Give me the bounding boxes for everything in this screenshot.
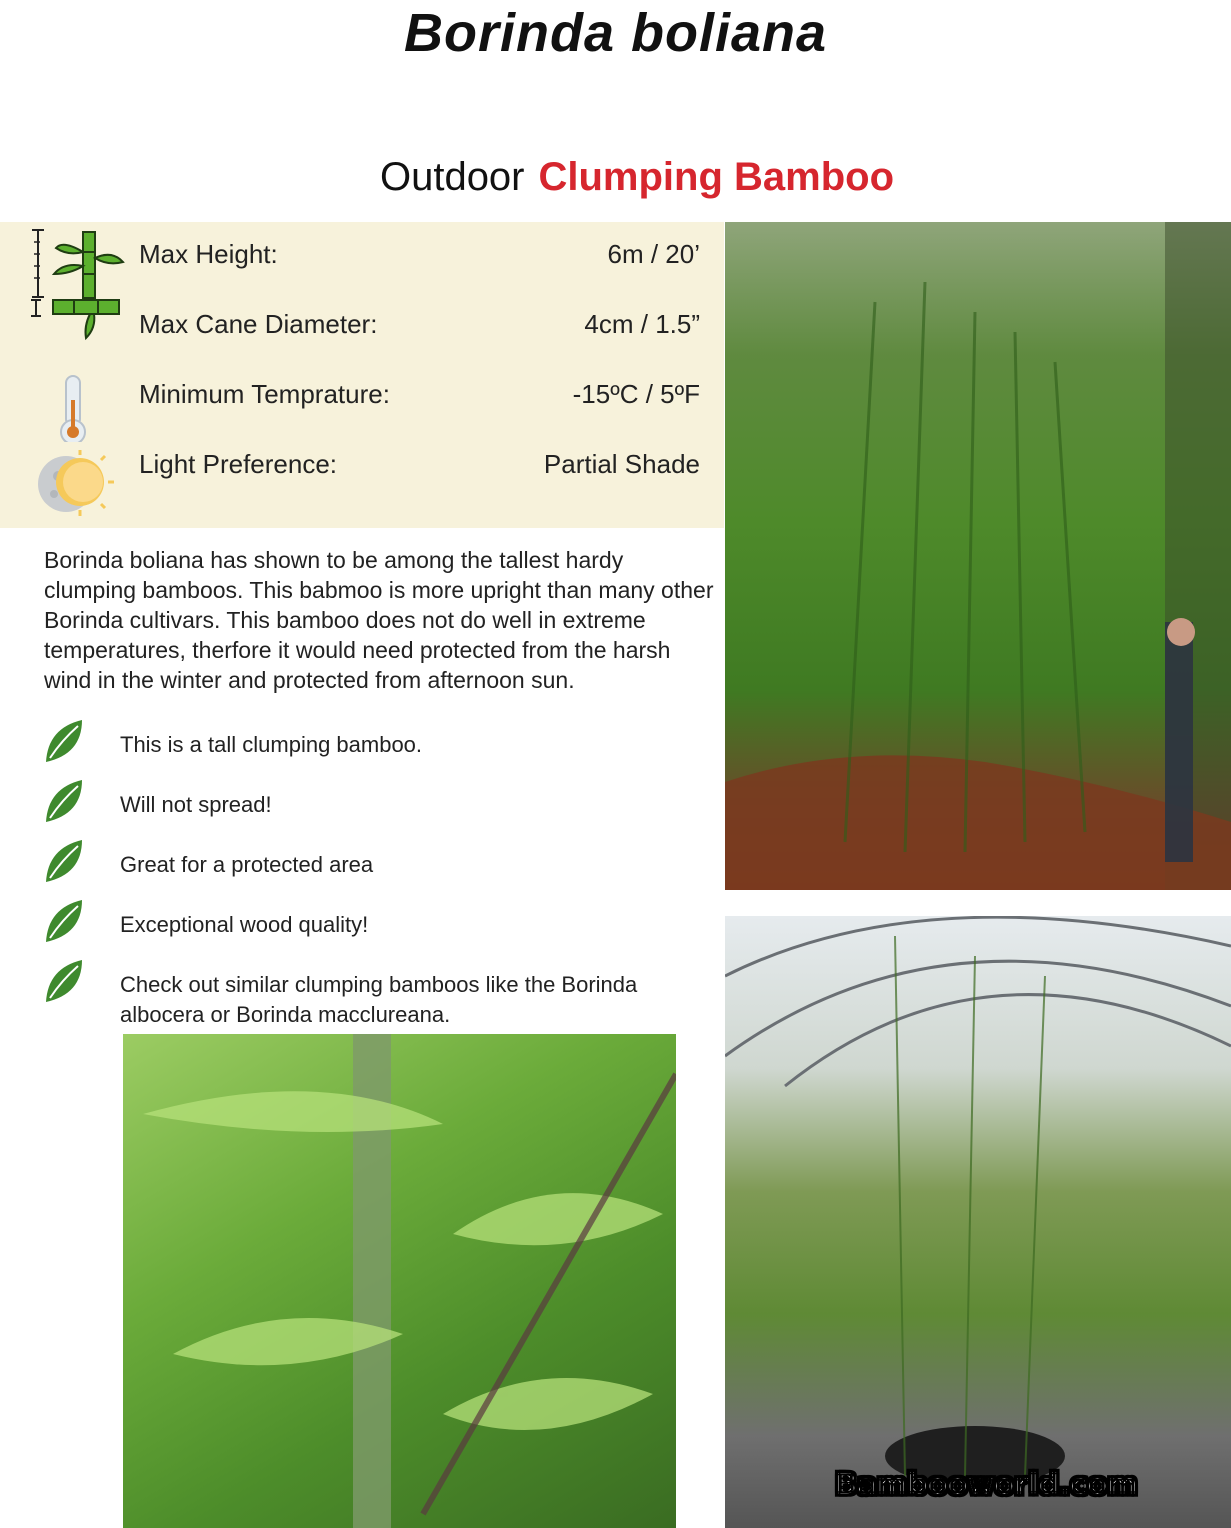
leaf-icon: [42, 838, 86, 886]
subtitle: [0, 155, 1231, 200]
leaf-icon: [42, 898, 86, 946]
list-item-text: Exceptional wood quality!: [120, 912, 369, 937]
list-item-text: This is a tall clumping bamboo.: [120, 732, 423, 757]
description-paragraph: Borinda boliana has shown to be among the tallest hardy clumping bamboos. This babmoo is more upright than many other Borinda cultivars. This bamboo does not do well in extreme temperatures, therfore it would need protected from the harsh wind in the winter and protected from afternoon sun.: [44, 547, 714, 693]
spec-value: 6m / 20’: [607, 239, 700, 269]
spec-value: -15ºC / 5ºF: [572, 379, 700, 409]
page-title: Borinda boliana: [403, 3, 828, 63]
list-item-text: Check out similar clumping bamboos like the Borinda albocera or Borinda macclureana.: [120, 972, 638, 1027]
sun-moon-icon: [28, 432, 128, 502]
spec-label: Max Height:: [139, 239, 278, 269]
bamboo-height-icon: [28, 222, 128, 292]
spec-label: Minimum Temprature:: [139, 379, 390, 409]
specs-panel: [0, 222, 724, 528]
greenhouse-photo: [725, 916, 1231, 1528]
cane-diameter-icon: [28, 292, 128, 362]
spec-label: Max Cane Diameter:: [139, 309, 378, 339]
spec-row-cane-diameter: [0, 292, 724, 362]
list-item-text: Will not spread!: [120, 792, 272, 817]
subtitle-accent: Clumping Bamboo: [538, 155, 895, 199]
list-item-text: Great for a protected area: [120, 852, 374, 877]
spec-value: 4cm / 1.5”: [584, 309, 700, 339]
spec-row-light-preference: [0, 432, 724, 502]
watermark: Bambooworld.com: [835, 1467, 1138, 1501]
subtitle-prefix: Outdoor: [379, 155, 525, 199]
bamboo-grove-photo: [725, 222, 1231, 890]
spec-row-min-temperature: [0, 362, 724, 432]
spec-label: Light Preference:: [139, 449, 338, 479]
leaf-icon: [42, 778, 86, 826]
leaf-icon: [42, 958, 86, 1006]
spec-row-max-height: [0, 222, 724, 292]
thermometer-icon: [28, 362, 128, 432]
spec-value: Partial Shade: [543, 449, 700, 479]
leaf-icon: [42, 718, 86, 766]
bamboo-closeup-photo: [123, 1034, 676, 1528]
